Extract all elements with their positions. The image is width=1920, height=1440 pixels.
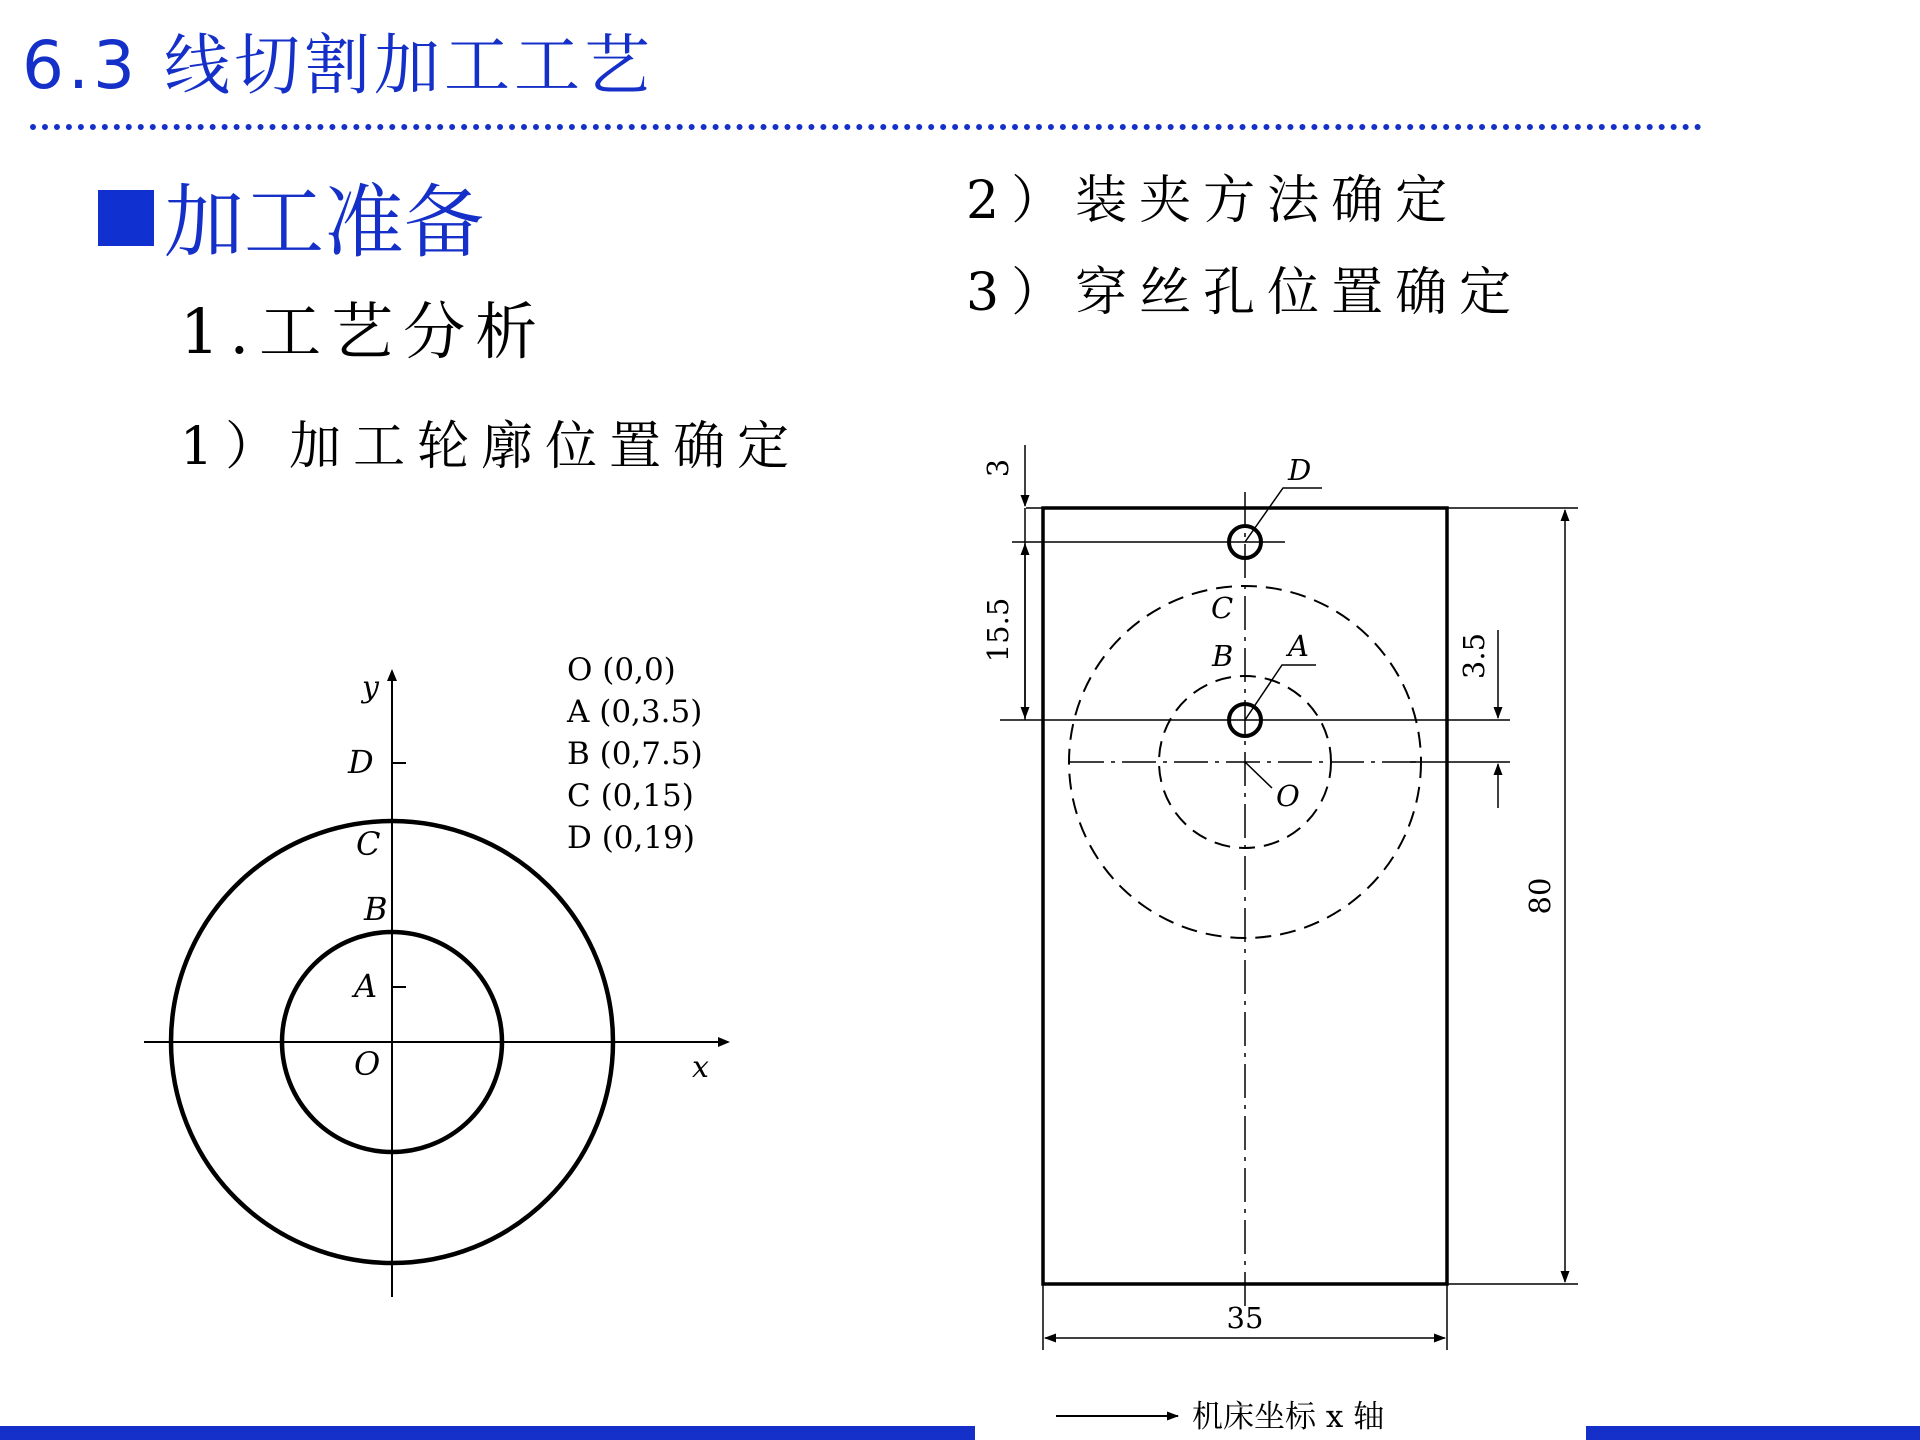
x-axis-label: x — [692, 1050, 709, 1085]
label-A: A — [1288, 629, 1309, 663]
coord-B: B (0,7.5) — [567, 736, 703, 772]
dim-35-label: 35 — [1226, 1301, 1264, 1335]
label-O: O — [354, 1045, 381, 1083]
workpiece-drawing — [970, 440, 1640, 1440]
coord-A: A (0,3.5) — [567, 694, 703, 730]
machine-x-axis-caption: 机床坐标 x 轴 — [1192, 1399, 1385, 1435]
dim-3-label: 3 — [981, 458, 1015, 478]
label-O: O — [1276, 779, 1300, 813]
slide-title: 6.3 线切割加工工艺 — [22, 27, 654, 104]
coord-C: C (0,15) — [567, 778, 694, 814]
coord-D: D (0,19) — [567, 820, 695, 856]
label-D: D — [1288, 453, 1312, 487]
label-A: A — [354, 967, 378, 1005]
item-contour-position: 1）加工轮廓位置确定 — [180, 417, 802, 477]
dim-3-5-label: 3.5 — [1457, 632, 1491, 680]
section-heading-text: 加工准备 — [164, 176, 484, 269]
title-divider — [30, 124, 1702, 130]
item-process-analysis: 1.工艺分析 — [180, 295, 548, 368]
footer-bar-right — [1586, 1426, 1920, 1440]
coord-O: O (0,0) — [567, 655, 676, 688]
footer-bar-left — [0, 1426, 975, 1440]
dim-15-5-label: 15.5 — [981, 597, 1015, 663]
item-threading-hole: 3）穿丝孔位置确定 — [966, 263, 1524, 323]
item-clamping-method: 2）装夹方法确定 — [966, 171, 1460, 231]
label-D: D — [348, 743, 374, 781]
square-bullet-icon — [98, 190, 154, 246]
section-heading — [98, 158, 484, 273]
label-C: C — [356, 825, 381, 863]
contour-diagram — [130, 655, 760, 1315]
leader-A — [1245, 665, 1316, 720]
y-axis-label: y — [362, 670, 379, 705]
label-B: B — [1212, 639, 1234, 673]
leader-O — [1245, 762, 1272, 788]
label-B: B — [364, 890, 388, 928]
dim-80-label: 80 — [1523, 877, 1557, 915]
label-C: C — [1211, 591, 1234, 625]
